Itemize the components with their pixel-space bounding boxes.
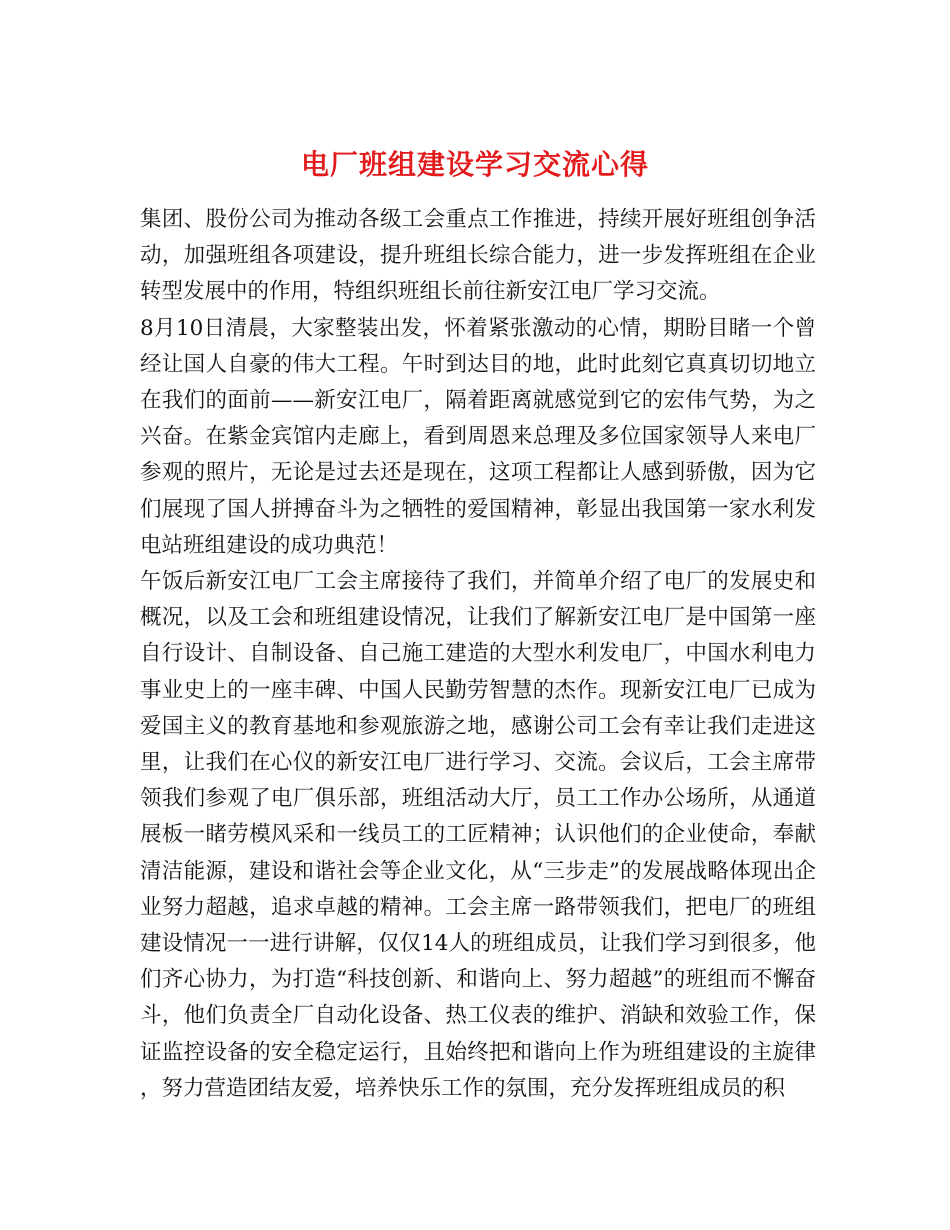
paragraph-3: 午饭后新安江电厂工会主席接待了我们，并简单介绍了电厂的发展史和概况，以及工会和班组建设情况，让我们了解新安江电厂是中国第一座自行设计、自制设备、自己施工建造的大型水利发电厂，中国水利电力事业史上的一座丰碑、中国人民勤劳智慧的杰作。现新安江电厂已成为爱国主义的教育基地和参观旅游之地，感谢公司工会有幸让我们走进这里，让我们在心仪的新安江电厂进行学习、交流。会议后，工会主席带领我们参观了电厂俱乐部，班组活动大厅，员工工作办公场所，从通道展板一睹劳模风采和一线员工的工匠精神；认识他们的企业使命，奉献清洁能源，建设和谐社会等企业文化，从“三步走”的发展战略体现出企业努力超越，追求卓越的精神。工会主席一路带领我们，把电厂的班组建设情况一一进行讲解，仅仅14人的班组成员，让我们学习到很多，他们齐心协力，为打造“科技创新、和谐向上、努力超越”的班组而不懈奋斗，他们负责全厂自动化设备、热工仪表的维护、消缺和效验工作，保证监控设备的安全稳定运行，且始终把和谐向上作为班组建设的主旋律，努力营造团结友爱，培养快乐工作的氛围，充分发挥班组成员的积 [140,569,816,1101]
document-body [140,202,816,1107]
paragraph-1: 集团、股份公司为推动各级工会重点工作推进，持续开展好班组创争活动，加强班组各项建设，提升班组长综合能力，进一步发挥班组在企业转型发展中的作用，特组织班组长前往新安江电厂学习交流。 [140,207,816,305]
paragraph-2: 8月10日清晨，大家整装出发，怀着紧张激动的心情，期盼目睹一个曾经让国人自豪的伟大工程。午时到达目的地，此时此刻它真真切切地立在我们的面前——新安江电厂，隔着距离就感觉到它的宏伟气势，为之兴奋。在紫金宾馆内走廊上，看到周恩来总理及多位国家领导人来电厂参观的照片，无论是过去还是现在，这项工程都让人感到骄傲，因为它们展现了国人拼搏奋斗为之牺牲的爱国精神，彰显出我国第一家水利发电站班组建设的成功典范！ [140,315,816,558]
document-title: 电厂班组建设学习交流心得 [300,147,649,181]
